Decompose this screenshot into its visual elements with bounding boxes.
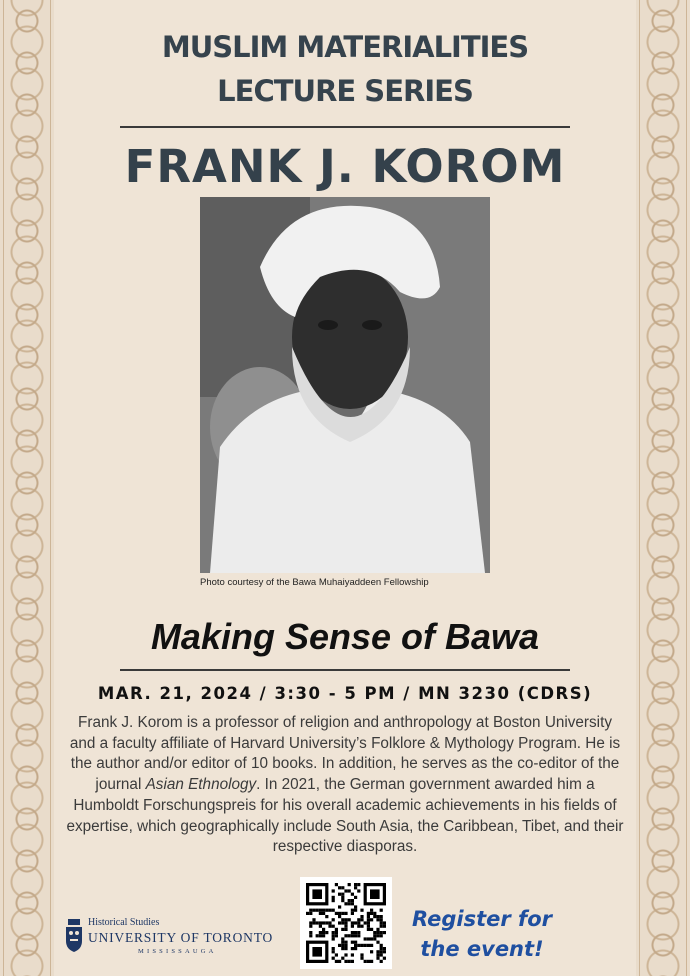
photo-caption: Photo courtesy of the Bawa Muhaiyaddeen Fellowship xyxy=(200,577,429,588)
logo-university: UNIVERSITY OF TORONTO xyxy=(88,930,274,945)
bio-journal-name: Asian Ethnology xyxy=(145,776,257,794)
divider-top xyxy=(120,126,570,128)
right-ornamental-border xyxy=(636,0,690,976)
register-line1: Register for xyxy=(412,907,552,931)
divider-bottom xyxy=(120,669,570,671)
speaker-name: FRANK J. KOROM xyxy=(124,140,566,193)
uoft-crest-icon xyxy=(64,917,84,953)
portrait-photo xyxy=(200,197,490,573)
speaker-bio xyxy=(64,713,626,858)
bio-part1: Frank J. Korom is a professor of religion and anthropology at Boston University and a faculty affiliate of Harvard University’s Folklore & Mythology Program. He is the author and/or editor of 10 books. In addition, he serves as the co-editor of the journal xyxy=(69,714,621,794)
register-cta[interactable] xyxy=(402,904,562,964)
talk-title: Making Sense of Bawa xyxy=(150,616,540,657)
uoft-logo xyxy=(64,915,274,961)
series-title-line1: MUSLIM MATERIALITIES xyxy=(161,30,529,64)
register-line2: the event! xyxy=(420,937,544,961)
qr-code[interactable] xyxy=(300,877,392,969)
poster-content xyxy=(54,0,636,976)
left-ornamental-border xyxy=(0,0,54,976)
logo-department: Historical Studies xyxy=(88,917,160,928)
event-details: MAR. 21, 2024 / 3:30 - 5 PM / MN 3230 (CDRS) xyxy=(97,684,593,703)
bio-part2: . In 2021, the German government awarded him a Humboldt Forschungspreis for his overall academic achievements in his fields of expertise, which geographically include South Asia, the Caribbean, Tibet, and their respective diasporas. xyxy=(66,776,624,856)
series-title-line2: LECTURE SERIES xyxy=(217,74,473,108)
logo-campus: MISSISSAUGA xyxy=(138,948,217,955)
